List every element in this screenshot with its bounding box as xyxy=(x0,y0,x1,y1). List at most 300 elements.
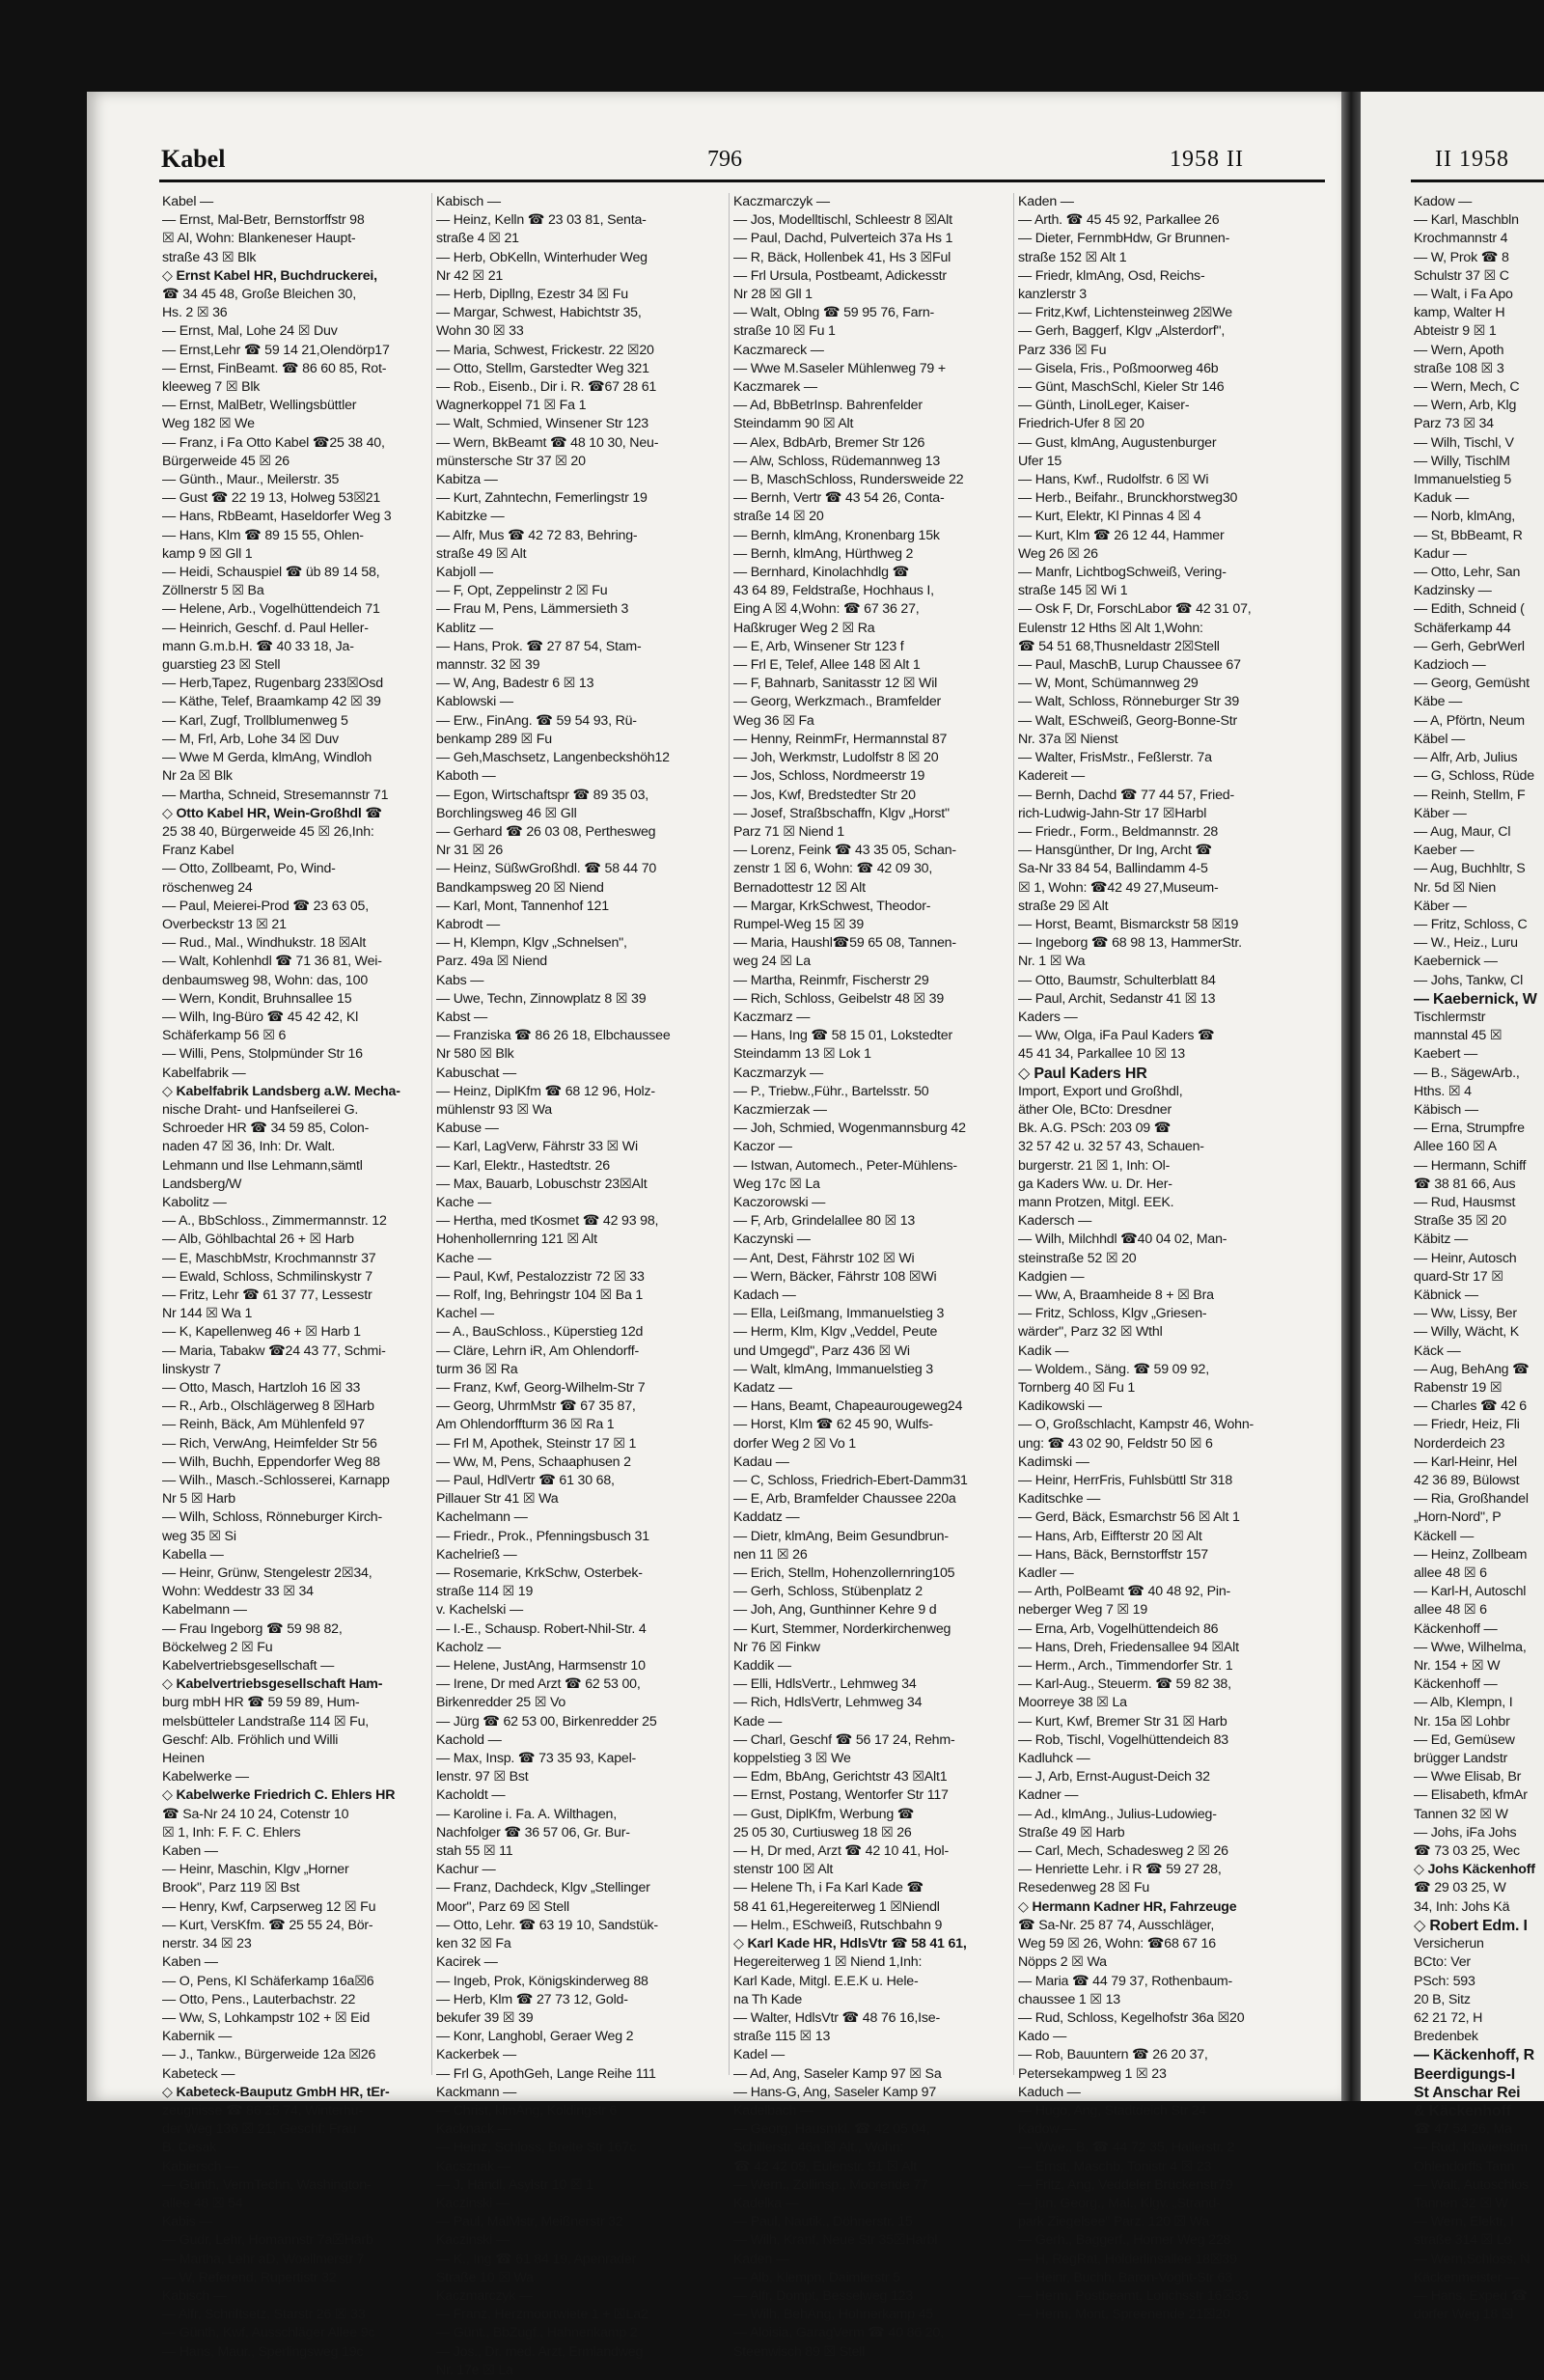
directory-line: — Walt, Schloss, Rönneburger Str 39 xyxy=(1018,694,1240,710)
directory-line: — Wwe, Wilhelma, xyxy=(1414,1639,1527,1655)
directory-line: Kaders — xyxy=(1018,1009,1078,1025)
directory-line: park Ziegelsee" Parz. 120 ☒ Wa xyxy=(1018,2214,1210,2230)
directory-line: — Bernh, Dachd ☎ 77 44 57, Fried- xyxy=(1018,787,1234,803)
directory-line: — Paul, Meierei-Prod ☎ 23 63 05, xyxy=(162,898,369,914)
directory-line: — Heinz, SüßwGroßhdl. ☎ 58 44 70 xyxy=(436,861,657,877)
directory-line: — Fritz, Lehr ☎ 61 37 77, Lessestr xyxy=(162,1287,372,1303)
directory-line: Krochmannstr 4 xyxy=(1414,231,1508,247)
directory-line: — Maria, Schwest, Frickestr. 22 ☒20 xyxy=(436,342,654,358)
directory-line: — Uwe, Techn, Zinnowplatz 8 ☒ 39 xyxy=(436,990,647,1007)
directory-line: — Willy, Wächt, K xyxy=(1414,1324,1520,1341)
directory-line: Kadler — xyxy=(1018,1565,1074,1582)
directory-line: Weg 182 ☒ We xyxy=(162,416,255,432)
directory-line: — Hans, Dreh, Friedensallee 94 ☒Alt xyxy=(1018,1639,1239,1655)
directory-line: — Frl M, Apothek, Steinstr 17 ☒ 1 xyxy=(436,1435,637,1452)
directory-line: Kabis — xyxy=(162,2214,213,2230)
directory-line: — Wilh, Ing-Büro ☎ 45 42 42, Kl xyxy=(162,1009,359,1025)
directory-line: straße 14 ☒ 20 xyxy=(733,509,824,525)
directory-line: — Karl, Maschbln xyxy=(1414,212,1519,229)
directory-line: Kaduk — xyxy=(1414,490,1469,507)
directory-line: Bernadottestr 12 ☒ Alt xyxy=(733,879,866,896)
directory-line: Haßkruger Weg 2 ☒ Ra xyxy=(733,620,875,636)
directory-line: ☒ 1, Wohn: ☎42 49 27,Museum- xyxy=(1018,879,1219,896)
directory-line: Overbeckstr 13 ☒ 21 xyxy=(162,916,287,932)
directory-line: — Rich, VerwAng, Heimfelder Str 56 xyxy=(162,1435,377,1452)
directory-line: — Herb, Dipllng, Ezestr 34 ☒ Fu xyxy=(436,287,628,303)
directory-line: — Ingeb, Prok, Königskinderweg 88 xyxy=(436,1973,648,1989)
directory-line: Kadluhck — xyxy=(1018,1751,1090,1767)
directory-line: Kaebert — xyxy=(1414,1046,1478,1063)
directory-line: — Franz, Herzmoortwiete 1 + ☒La2 xyxy=(436,2307,648,2323)
directory-line: Kaeber — xyxy=(1414,843,1475,859)
directory-line: nen 11 ☒ 26 xyxy=(733,1546,808,1563)
directory-line: — Rud., Mal., Windhukstr. 18 ☒Alt xyxy=(162,935,367,952)
directory-line: — Gerd, Bäck, Esmarchstr 56 ☒ Alt 1 xyxy=(1018,1509,1240,1526)
directory-line: — Bernh, klmAng, Hürthweg 2 xyxy=(733,545,914,562)
directory-line: — Osk F, Dr, ForschLabor ☎ 42 31 07, xyxy=(1018,601,1252,618)
directory-line: Hegereiterweg 1 ☒ Niend 1,Inh: xyxy=(733,1954,923,1971)
directory-line: ◇ Robert Edm. I xyxy=(1414,1917,1528,1934)
directory-line: Petersekampweg 1 ☒ 23 xyxy=(1018,2065,1167,2082)
directory-line: — Otto, Baumstr, Schulterblatt 84 xyxy=(1018,972,1216,988)
directory-line: — Ingeborg ☎ 68 98 13, HammerStr. xyxy=(1018,935,1242,952)
directory-line: ☎ 54 51 68,Thusneldastr 2☒Stell xyxy=(1018,638,1220,654)
directory-line: — Ww, Lissy, Ber xyxy=(1414,1306,1517,1322)
directory-line: — Manfr, LichtbogSchweiß, Vering- xyxy=(1018,565,1227,581)
directory-line: weg 35 ☒ Si xyxy=(162,1528,236,1544)
directory-line: — A, Pförtn, Neum xyxy=(1414,712,1525,729)
directory-line: burgerstr. 21 ☒ 1, Inh: Ol- xyxy=(1018,1157,1171,1174)
directory-line: — Cläre, Lehrn iR, Am Ohlendorff- xyxy=(436,1342,639,1359)
directory-line: Weg 36 ☒ Fa xyxy=(733,712,814,729)
directory-line: Kadzinsky — xyxy=(1414,583,1492,599)
directory-line: — Frl G, ApothGeh, Lange Reihe 111 xyxy=(436,2065,656,2082)
directory-line: Wohn: Weddestr 33 ☒ 34 xyxy=(162,1584,314,1600)
directory-line: — F, Bahnarb, Sanitasstr 12 ☒ Wil xyxy=(733,676,938,692)
directory-line: — Gerhard ☎ 26 03 08, Perthesweg xyxy=(436,823,656,840)
directory-line: ◇ Otto Kabel HR, Wein-Großhdl ☎ xyxy=(162,805,382,821)
directory-line: — Erna, Arb, Vogelhüttendeich 86 xyxy=(1018,1620,1219,1637)
directory-line: Weg 59 ☒ 26, Wohn: ☎68 67 16 xyxy=(1018,1936,1216,1952)
header-rule-right xyxy=(1411,180,1544,182)
directory-line: Kadow — xyxy=(1018,2121,1077,2138)
directory-line: — Rich, Schloss, Geibelstr 48 ☒ 39 xyxy=(733,990,945,1007)
directory-line: Nr. 15a ☒ Lohbr xyxy=(1414,1713,1510,1730)
directory-line: — W., Heiz., Luru xyxy=(1414,935,1518,952)
column-divider xyxy=(431,193,432,2075)
directory-line: — Margar, Schwest, Habichtstr 35, xyxy=(436,305,642,321)
directory-line: — Margar, KrkSchwest, Theodor- xyxy=(733,898,931,914)
directory-line: Nr 580 ☒ Blk xyxy=(436,1046,514,1063)
directory-line: — Heinz, Zollbeam xyxy=(1414,1546,1528,1563)
directory-line: Kablitz — xyxy=(436,620,493,636)
directory-line: — Walt, i Fa Apo xyxy=(1414,287,1513,303)
directory-line: — Karoline i. Fa. A. Wilthagen, xyxy=(436,1806,617,1822)
directory-line: Kaczmarz — xyxy=(733,1009,811,1025)
directory-line: — Wilh, Schloss, Rönneburger Kirch- xyxy=(162,1509,382,1526)
directory-line: ◇ Ernst Kabel HR, Buchdruckerei, xyxy=(162,267,377,284)
directory-line: — Henry, Kwf, Carpserweg 12 ☒ Fu xyxy=(162,1898,376,1915)
directory-line: — A., BauSchloss., Küperstieg 12d xyxy=(436,1324,644,1341)
directory-line: Kaden — xyxy=(733,2251,789,2267)
directory-line: Kabisch — xyxy=(162,2287,227,2304)
directory-line: — Ant, Dest, Fährstr 102 ☒ Wi xyxy=(733,1250,915,1266)
directory-line: ☎ 47 54 26, Ma xyxy=(1414,2121,1512,2138)
directory-line: — Rosemarie, KrkSchw, Osterbek- xyxy=(436,1565,643,1582)
directory-line: Kaczynski — xyxy=(733,1232,811,1248)
directory-line: — Wilh, Milchhdl ☎40 04 02, Man- xyxy=(1018,1232,1227,1248)
directory-line: — Franz, Dachdeck, Klgv „Stellinger xyxy=(436,1880,650,1896)
directory-line: — Josef, Straßbschaffn, Klgv „Horst" xyxy=(733,805,950,821)
directory-line: Kabelmann — xyxy=(162,1602,247,1619)
directory-line: — Willy, TischlM xyxy=(1414,453,1510,469)
directory-line: — Wilh, Buchh, Eppendorfer Weg 88 xyxy=(162,1453,380,1470)
directory-line: Kachelrieß — xyxy=(436,1546,517,1563)
directory-line: BCto: Ver xyxy=(1414,1954,1471,1971)
directory-line: stah 55 ☒ 11 xyxy=(436,1843,513,1860)
directory-line: straße 114 ☒ 19 xyxy=(436,1584,534,1600)
directory-line: Kadelka — xyxy=(733,2195,799,2211)
directory-line: — Elli, HdlsVertr., Lehmweg 34 xyxy=(733,1676,917,1693)
directory-line: — Egon, Wirtschaftspr ☎ 89 35 03, xyxy=(436,787,649,803)
directory-line: — Franz, i Fa Otto Kabel ☎25 38 40, xyxy=(162,434,385,451)
directory-line: — Jos., Dr. med. Arzt, Ermlandweg xyxy=(436,2343,644,2360)
directory-line: Kaboth — xyxy=(436,768,496,785)
directory-line: — Paul, Kwf, Pestalozzistr 72 ☒ 33 xyxy=(436,1268,645,1285)
directory-line: ga Kaders Ww. u. Dr. Her- xyxy=(1018,1176,1172,1192)
directory-line: Kabrodt — xyxy=(436,916,501,932)
directory-line: Kabst — xyxy=(436,1009,488,1025)
directory-line: — Paul, MaschB, Lurup Chaussee 67 xyxy=(1018,657,1241,674)
directory-line: v. Kachelski — xyxy=(436,1602,523,1619)
directory-line: — Gust, DiplKfm, Werbung ☎ xyxy=(733,1806,915,1822)
directory-line: straße 29 ☒ Alt xyxy=(1018,898,1109,914)
directory-line: Weg 17c ☒ La xyxy=(733,1176,820,1192)
directory-line: — Joh, Werkmstr, Ludolfstr 8 ☒ 20 xyxy=(733,750,939,766)
directory-line: — Friedr., Prok., Pfenningsbusch 31 xyxy=(436,1528,649,1544)
directory-line: Kabuschat — xyxy=(436,1065,516,1081)
directory-line: Kabolitz — xyxy=(162,1194,227,1210)
directory-line: Nr 42 ☒ 21 xyxy=(436,267,504,284)
directory-line: — Ww, S, Lohkampstr 102 + ☒ Eid xyxy=(162,2009,371,2026)
directory-line: turm 36 ☒ Ra xyxy=(436,1361,518,1377)
directory-line: Kaddatz — xyxy=(733,1509,800,1526)
directory-line: — Horst, Beamt, Bismarckstr 58 ☒19 xyxy=(1018,916,1239,932)
directory-line: — Charl, Geschf ☎ 56 17 24, Rehm- xyxy=(733,1731,955,1748)
directory-line: — F, Opt, Zeppelinstr 2 ☒ Fu xyxy=(436,583,608,599)
directory-line: — Woldem., Säng. ☎ 59 09 92, xyxy=(1018,1361,1209,1377)
directory-line: Kadur — xyxy=(1414,545,1467,562)
directory-line: — Franziska ☎ 86 26 18, Elbchaussee xyxy=(436,1028,671,1044)
directory-line: — W, Referend, Rupertistr 32 xyxy=(162,2269,337,2285)
directory-line: — Joh, Ang, Gunthinner Kehre 9 d xyxy=(733,1602,937,1619)
directory-line: Am Ohlendorffturm 36 ☒ Ra 1 xyxy=(436,1417,615,1433)
directory-line: — Ernst, MalBetr, Wellingsbüttler xyxy=(162,398,357,414)
directory-line: Bandkampsweg 20 ☒ Niend xyxy=(436,879,604,896)
directory-line: — Heinr, Autosch xyxy=(1414,1250,1517,1266)
directory-line: ◇ Karl Kade HR, HdlsVtr ☎ 58 41 61, xyxy=(733,1936,967,1952)
directory-line: — Geh,Maschsetz, Langenbeckshöh12 xyxy=(436,750,670,766)
directory-line: zeugnisse ☎ 86 25 74, Winterhu- xyxy=(162,2102,363,2118)
directory-line: — Wern, Mech, C xyxy=(1414,379,1520,396)
directory-line: ☎ 42 42 09, Eulenstr. 91 ☒ Alt xyxy=(733,2158,918,2174)
directory-line: — Kurt, Stemmer, Norderkirchenweg xyxy=(733,1620,951,1637)
directory-line: 32 57 42 u. 32 57 43, Schauen- xyxy=(1018,1139,1204,1155)
directory-line: Kabel — xyxy=(162,194,214,209)
directory-line: weg 24 ☒ La xyxy=(733,954,811,970)
directory-line: quard-Str 17 ☒ xyxy=(1414,1268,1503,1285)
directory-line: Kadereit — xyxy=(1018,768,1085,785)
directory-line: chaussee 1 ☒ 13 xyxy=(1018,1991,1120,2007)
directory-line: — Fritz, Schloss, Klgv „Griesen- xyxy=(1018,1306,1207,1322)
directory-line: — Herm., Arch., Timmendorfer Str. 1 xyxy=(1018,1658,1233,1674)
directory-line: — Walt, Oblng ☎ 59 95 76, Farn- xyxy=(733,305,935,321)
directory-line: — Fritz, Schloss, C xyxy=(1414,916,1528,932)
directory-line: Kabuse — xyxy=(436,1121,499,1137)
column-divider xyxy=(1013,193,1014,2075)
directory-line: — Alfr, Schriftsetz, Starstr 26 ☒ 33 xyxy=(162,2307,366,2323)
directory-line: — Herm, Mont, Spreenende 21☒20 xyxy=(1018,2307,1230,2323)
directory-line: 62 21 72, H xyxy=(1414,2009,1483,2026)
directory-line: — Wern, Bäcker, Fährstr 108 ☒Wi xyxy=(733,1268,937,1285)
directory-line: Tannen 32 ☒ W xyxy=(1414,2195,1508,2211)
directory-line: — Hans, Bäck, Bernstorffstr 157 xyxy=(1018,1546,1208,1563)
directory-line: — Aug, Maur, Cl xyxy=(1414,823,1511,840)
directory-line: Rumpel-Weg 15 ☒ 39 xyxy=(733,916,865,932)
directory-line: ☒ 1, Inh: F. F. C. Ehlers xyxy=(162,1824,301,1840)
directory-line: — Heinz, DiplKfm ☎ 68 12 96, Holz- xyxy=(436,1083,655,1099)
directory-line: — C, Schloss, Friedrich-Ebert-Damm31 xyxy=(733,1473,968,1489)
directory-line: Steindamm 90 ☒ Alt xyxy=(733,416,854,432)
directory-line: naden 47 ☒ 36, Inh: Dr. Walt. xyxy=(162,1139,336,1155)
directory-line: — Franz, Kwf, Georg-Wilhelm-Str 7 xyxy=(436,1380,646,1396)
directory-line: — Alfr, Mus ☎ 42 72 83, Behring- xyxy=(436,527,638,543)
directory-line: — Paul, HdlVertr ☎ 61 30 68, xyxy=(436,1473,615,1489)
directory-line: 58 41 61,Hegereiterweg 1 ☒Niendl xyxy=(733,1898,940,1915)
directory-line: Friedrich-Ufer 8 ☒ 20 xyxy=(1018,416,1144,432)
directory-line: Ufer 15 xyxy=(1018,453,1062,469)
directory-line: — Erna, Strumpfre xyxy=(1414,1121,1525,1137)
directory-line: Kabelfabrik — xyxy=(162,1065,246,1081)
directory-line: Kabeteck — xyxy=(162,2065,235,2082)
directory-line: Kablowski — xyxy=(436,694,513,710)
directory-line: — Hans, Beamt, Chapeaurougeweg24 xyxy=(733,1398,963,1415)
directory-line: mann Protzen, Mitgl. EEK. xyxy=(1018,1194,1174,1210)
directory-line: — St, BbBeamt, R xyxy=(1414,527,1523,543)
directory-line: Kadik — xyxy=(1018,1342,1069,1359)
directory-line: — Ww, M, Pens, Schaaphusen 2 xyxy=(436,1453,631,1470)
directory-line: — Jos, Schloss, Nordmeerstr 19 xyxy=(733,768,925,785)
directory-line: Eulenstr 12 Hths ☒ Alt 1,Wohn: xyxy=(1018,620,1203,636)
directory-line: Eing A ☒ 4,Wohn: ☎ 67 36 27, xyxy=(733,601,920,618)
book-gutter xyxy=(1341,92,1361,2101)
directory-line: — Fritz,Kwf, Lichtensteinweg 2☒We xyxy=(1018,305,1232,321)
directory-line: — Arth, PolBeamt ☎ 40 48 92, Pin- xyxy=(1018,1584,1231,1600)
directory-line: — Henriette Lehr. i R ☎ 59 27 28, xyxy=(1018,1862,1222,1878)
directory-line: ◇ Kabeteck-Bauputz GmbH HR, tEr- xyxy=(162,2084,390,2100)
directory-line: — Maria, Haushl☎59 65 08, Tannen- xyxy=(733,935,956,952)
directory-line: straße 314 ☒ Lo xyxy=(1414,2232,1512,2249)
directory-line: — Ella, Leißmang, Immanuelstieg 3 xyxy=(733,1306,945,1322)
directory-line: — Frl Ursula, Postbeamt, Adickesstr xyxy=(733,267,947,284)
directory-line: straße 10 ☒ Fu 1 xyxy=(733,323,836,340)
directory-line: Tannen 32 ☒ W xyxy=(1414,1806,1508,1822)
directory-line: — Max, Insp. ☎ 73 35 93, Kapel- xyxy=(436,1751,637,1767)
directory-line: — Hans, Maur., Sperlingsweg 19c xyxy=(162,2343,364,2360)
directory-line: — Ed, Gemüsew xyxy=(1414,1731,1515,1748)
directory-line: Parz 71 ☒ Niend 1 xyxy=(733,823,844,840)
directory-line: Kaditschke — xyxy=(1018,1491,1101,1508)
directory-line: Käbitz — xyxy=(1414,1232,1468,1248)
directory-line: — Paul, MalMstr, Meißnerstr 32 xyxy=(436,2214,623,2230)
directory-line: — Walt, ESchweiß, Georg-Bonne-Str xyxy=(1018,712,1238,729)
directory-line: — Käckenhoff, R xyxy=(1414,2047,1535,2064)
directory-line: — Istwan, Automech., Peter-Mühlens- xyxy=(733,1157,957,1174)
directory-line: mann G.m.b.H. ☎ 40 33 18, Ja- xyxy=(162,638,354,654)
directory-line: Kadersch — xyxy=(1018,1213,1092,1230)
directory-line: Nachfolger ☎ 36 57 06, Gr. Bur- xyxy=(436,1824,630,1840)
directory-line: Kabs — xyxy=(436,972,484,988)
directory-line: — Ad, BbBetrInsp. Bahrenfelder xyxy=(733,398,923,414)
directory-line: — Friedr., Form., Beldmannstr. 28 xyxy=(1018,823,1219,840)
directory-line: Import, Export und Großhdl, xyxy=(1018,1083,1183,1099)
directory-line: Kadzioch — xyxy=(1414,657,1486,674)
directory-line: — Alw, Schloss, Rüdemannweg 13 xyxy=(733,453,941,469)
directory-line: — Lorenz, Feink ☎ 43 35 05, Schan- xyxy=(733,843,956,859)
directory-line: Nr. 37a ☒ Nienst xyxy=(1018,731,1118,747)
directory-line: Kadikowski — xyxy=(1018,1398,1102,1415)
directory-line: — E, Arb, Bramfelder Chaussee 220a xyxy=(733,1491,956,1508)
directory-line: — Ad, Ang, Saseler Kamp 97 ☒ Sa xyxy=(733,2065,942,2082)
directory-line: Norderdeich 23 xyxy=(1414,1435,1505,1452)
running-head-year-left: 1958 II xyxy=(1170,147,1244,172)
directory-line: Käckell — xyxy=(1414,1528,1475,1544)
directory-line: — Alb, Klempn, Daimlerstr 5 xyxy=(733,2269,900,2285)
directory-line: — Hans, Exped ☎ xyxy=(1414,2287,1528,2304)
directory-line: — Johs, iFa Johs xyxy=(1414,1824,1517,1840)
directory-line: — Ernst,Lehr ☎ 59 14 21,Olendörp17 xyxy=(162,342,390,358)
directory-line: — Maria ☎ 44 79 37, Rothenbaum- xyxy=(1018,1973,1233,1989)
directory-line: Parz 336 ☒ Fu xyxy=(1018,342,1107,358)
directory-line: Kabernik — xyxy=(162,2029,233,2045)
directory-line: — E, Arb, Winsener Str 123 f xyxy=(733,638,904,654)
directory-line: — Walt, klmAng, Immanuelstieg 3 xyxy=(733,1361,933,1377)
directory-line: Kadau — xyxy=(733,1453,789,1470)
directory-line: — Rich, HdlsVertr, Lehmweg 34 xyxy=(733,1695,923,1711)
directory-line: rich-Ludwig-Jahn-Str 17 ☒Harbl xyxy=(1018,805,1207,821)
directory-line: — Günth, Kwf, Ausschläger Allee 9c xyxy=(162,2325,375,2341)
directory-line: — Rud, Schloss, Kegelhofstr 36a ☒20 xyxy=(1018,2009,1245,2026)
directory-line: Kadow — xyxy=(1414,194,1473,209)
directory-line: Kache — xyxy=(436,1250,491,1266)
directory-line: — Bernh, klmAng, Kronenbarg 15k xyxy=(733,527,940,543)
directory-line: — Aug, Buchhltr, S xyxy=(1414,861,1526,877)
directory-line: — Heinr, Grünw, Stengelestr 2☒34, xyxy=(162,1565,372,1582)
directory-line: — Gust ☎ 22 19 13, Holweg 53☒21 xyxy=(162,490,381,507)
directory-line: — Willi, Pens, Stolpmünder Str 16 xyxy=(162,1046,363,1063)
directory-line: ◇ Hermann Kadner HR, Fahrzeuge xyxy=(1018,1898,1237,1915)
directory-line: Käbel — xyxy=(1414,731,1466,747)
directory-line: Käbnick — xyxy=(1414,1287,1478,1303)
directory-line: — Herm, Klm, Klgv „Veddel, Peute xyxy=(733,1324,938,1341)
directory-line: — P., Triebw.,Führ., Bartelsstr. 50 xyxy=(733,1083,929,1099)
directory-line: — Günt, MaschSchl, Kieler Str 146 xyxy=(1018,379,1225,396)
directory-line: dorfer Weg 2 ☒ Vo 1 xyxy=(733,1435,856,1452)
directory-line: Straße 35 ☒ 20 xyxy=(1414,1213,1506,1230)
directory-line: röschenweg 24 xyxy=(162,879,253,896)
directory-line: — Karl, LagVerw, Fährstr 33 ☒ Wi xyxy=(436,1139,638,1155)
directory-line: — Gerh, GebrWerl xyxy=(1414,638,1525,654)
directory-line: — Martha, Lehr aD, Woellmerstr 7 xyxy=(162,2251,365,2267)
directory-line: — Günt., BbZugf., Hahnenkamp 2 xyxy=(436,2325,638,2341)
directory-line: — Irene, Dr med Arzt ☎ 62 53 00, xyxy=(436,1676,641,1693)
directory-line: — Wwe., B. ☎ 44 72 35, Hallerstr. 2 xyxy=(1018,2140,1235,2156)
directory-line: — Ernst, Mal, Lohe 24 ☒ Duv xyxy=(162,323,338,340)
directory-line: — Gerh, Baggerf, Klgv „Alsterdorf", xyxy=(1018,323,1226,340)
directory-line: — Elisabeth, kfmAr xyxy=(1414,1787,1528,1804)
directory-line: ◇ Kabelfabrik Landsberg a.W. Mecha- xyxy=(162,1083,400,1099)
directory-line: Abteistr 9 ☒ 1 xyxy=(1414,323,1497,340)
directory-line: Kacholz — xyxy=(436,1639,501,1655)
directory-line: Schäferkamp 44 xyxy=(1414,620,1511,636)
directory-line: — Christ, klmAng, Koldingstr 6 xyxy=(436,2102,618,2118)
directory-line: — Carl, Mech, Schadesweg 2 ☒ 26 xyxy=(1018,1843,1228,1860)
directory-line: — Heinr, Buchh, Baron-Voght-Str 63 xyxy=(1018,2269,1232,2285)
directory-line: Tischlermstr xyxy=(1414,1009,1486,1025)
directory-line: — Walt, Schmied, Winsener Str 123 xyxy=(436,416,648,432)
directory-line: — Gudr, Lehr, Homannstr 7a☒Harb xyxy=(162,2232,373,2249)
directory-line: — Heinz, Schloss, Breite Str 167c xyxy=(436,2140,637,2156)
directory-line: ☎ 29 03 25, W xyxy=(1414,1880,1506,1896)
directory-line: Kaebernick — xyxy=(1414,954,1498,970)
directory-line: Kacholdt — xyxy=(436,1787,506,1804)
directory-line: — Johs, Tankw, Cl xyxy=(1414,972,1524,988)
directory-line: bekufer 39 ☒ 39 xyxy=(436,2009,534,2026)
directory-line: — Otto, Lehr, San xyxy=(1414,565,1521,581)
directory-line: Käck — xyxy=(1414,1342,1461,1359)
directory-line: — Otto, Pens., Lauterbachstr. 22 xyxy=(162,1991,356,2007)
directory-line: Steindamm 13 ☒ Lok 1 xyxy=(733,1046,871,1063)
directory-line: — Wilh., Masch.-Schlosserei, Karnapp xyxy=(162,1473,390,1489)
directory-line: Kachold — xyxy=(436,1731,502,1748)
directory-line: ◇ Johs Käckenhoff xyxy=(1414,1862,1535,1878)
directory-line: ◇ Kabelvertriebsgesellschaft Ham- xyxy=(162,1676,383,1693)
directory-line: Kaczinski — xyxy=(436,2232,510,2249)
directory-line: Kadach — xyxy=(733,1287,796,1303)
directory-line: Nr. 1 ☒ Wa xyxy=(1018,954,1086,970)
directory-line: Franz Kabel xyxy=(162,843,234,859)
directory-line: — Wilh, BehAng, Hohnerkamp 45 xyxy=(733,2307,934,2323)
directory-line: — Dieter, FernmbHdw, Gr Brunnen- xyxy=(1018,231,1230,247)
directory-line: — Helene, Arb., Vogelhüttendeich 71 xyxy=(162,601,380,618)
page-number: 796 xyxy=(707,147,742,172)
directory-line: — H, Dr med, Arzt ☎ 42 10 41, Hol- xyxy=(733,1843,949,1860)
directory-line: — J, Arb, Ernst-August-Deich 32 xyxy=(1018,1769,1210,1785)
directory-line: guarstieg 23 ☒ Stell xyxy=(162,657,281,674)
directory-line: — Rob, Tischl, Vogelhüttendeich 83 xyxy=(1018,1731,1228,1748)
directory-line: — Gerh, Schloss, Stübenplatz 2 xyxy=(733,1584,923,1600)
directory-line: — Reinh, Stellm, F xyxy=(1414,787,1526,803)
directory-line: Resedenweg 28 ☒ Fu xyxy=(1018,1880,1150,1896)
directory-line: Kabitza — xyxy=(436,472,498,488)
directory-line: — Wern, Elektr, I xyxy=(1414,2214,1514,2230)
directory-line: — Wern, Arb, Klg xyxy=(1414,398,1517,414)
directory-line: — Günth., Maur., Meilerstr. 35 xyxy=(162,472,340,488)
directory-line: Käckenhoff — xyxy=(1414,1620,1498,1637)
directory-line: — Georg, Werkzmach., Bramfelder xyxy=(733,694,942,710)
directory-line: — Heinr, Maschin, Klgv „Horner xyxy=(162,1862,349,1878)
directory-line: Kabiersch — xyxy=(162,2158,239,2174)
